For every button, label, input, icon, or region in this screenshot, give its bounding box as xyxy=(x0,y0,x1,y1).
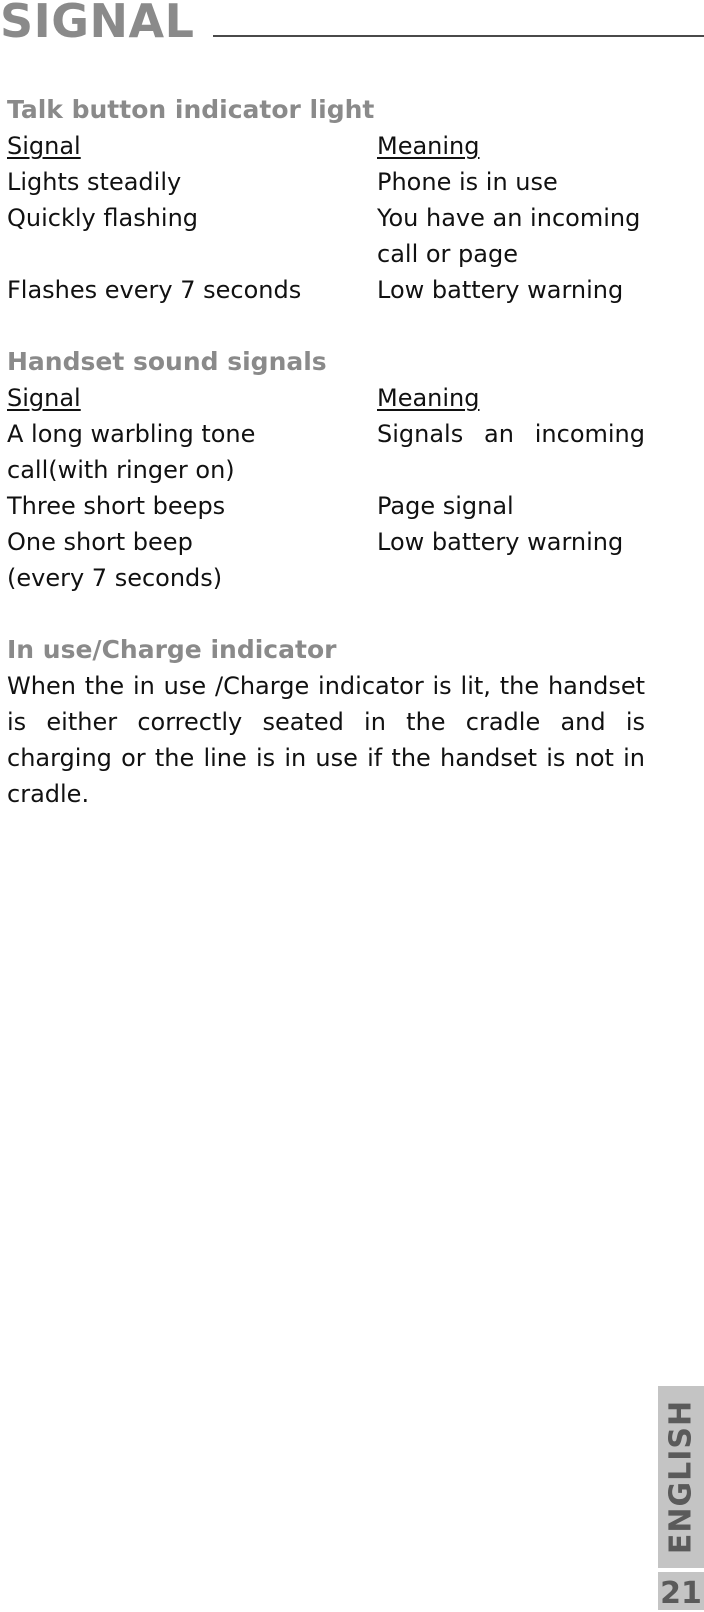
sound-table-header xyxy=(7,380,645,416)
signal-cell: One short beep xyxy=(7,528,193,556)
meaning-column-header: Meaning xyxy=(377,384,480,412)
signal-cell: A long warbling tone xyxy=(7,420,256,448)
signal-continuation: (every 7 seconds) xyxy=(7,564,223,592)
signal-cell: Flashes every 7 seconds xyxy=(7,276,302,304)
signal-cell: Quickly flashing xyxy=(7,204,199,232)
signal-cell: Three short beeps xyxy=(7,492,226,520)
talk-table-header xyxy=(7,128,645,164)
sound-table-row xyxy=(7,488,645,524)
signal-continuation: call(with ringer on) xyxy=(7,456,235,484)
signal-column-header: Signal xyxy=(7,132,81,160)
meaning-word: an xyxy=(484,420,514,448)
meaning-cell: You have an incoming xyxy=(377,204,641,232)
talk-section-heading: Talk button indicator light xyxy=(7,95,375,124)
meaning-cell: Low battery warning xyxy=(377,528,624,556)
meaning-cell: Phone is in use xyxy=(377,168,558,196)
signal-column-header: Signal xyxy=(7,384,81,412)
page-number-box xyxy=(658,1572,704,1610)
charge-paragraph: When the in use /Charge indicator is lit, the handset is either correctly seated in the cradle and is charging or the line is in use if the handset is not in cradle. xyxy=(7,672,645,808)
section-spacer xyxy=(7,596,645,632)
signal-cell: Lights steadily xyxy=(7,168,182,196)
signal-cell xyxy=(7,236,377,272)
meaning-cell: Page signal xyxy=(377,492,514,520)
talk-table-row xyxy=(7,272,645,308)
talk-table-row xyxy=(7,200,645,236)
meaning-column-header: Meaning xyxy=(377,132,480,160)
meaning-cell xyxy=(377,416,645,452)
sound-section-heading: Handset sound signals xyxy=(7,347,327,376)
sound-table-row xyxy=(7,416,645,452)
language-label: ENGLISH xyxy=(663,1399,699,1555)
charge-section-heading: In use/Charge indicator xyxy=(7,635,337,664)
talk-table-row xyxy=(7,236,645,272)
page-title: SIGNAL xyxy=(0,0,195,48)
meaning-word: Signals xyxy=(377,420,464,448)
talk-table-row xyxy=(7,164,645,200)
title-rule xyxy=(213,35,704,37)
page-number: 21 xyxy=(660,1576,702,1611)
meaning-cell: call or page xyxy=(377,240,518,268)
section-spacer xyxy=(7,308,645,344)
content xyxy=(7,92,645,812)
sound-table-row xyxy=(7,524,645,560)
meaning-cell: Low battery warning xyxy=(377,276,624,304)
meaning-word: incoming xyxy=(534,420,645,448)
language-tab xyxy=(658,1386,704,1568)
